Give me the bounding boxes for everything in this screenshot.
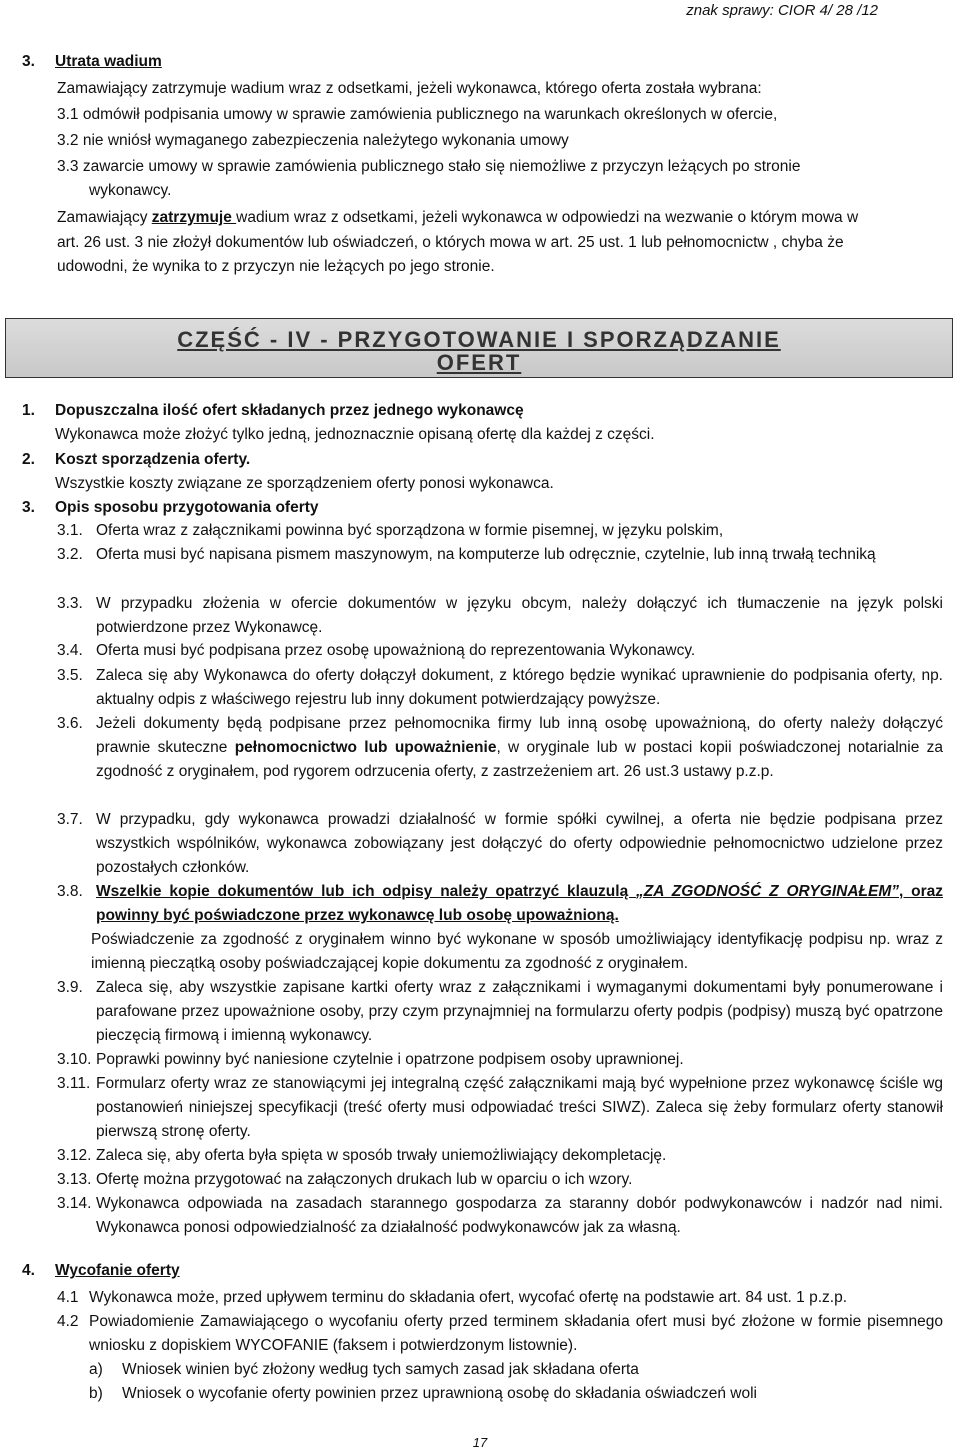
section-number: 3. <box>22 53 35 70</box>
text: wadium wraz z odsetkami, jeżeli wykonawca w odpowiedzi na wezwanie o którym mowa w <box>236 209 859 226</box>
emphasis: , oraz powinny być poświadczone przez wykonawcę lub osobę upoważnioną. <box>96 883 944 924</box>
list-text: Zaleca się, aby wszystkie zapisane kartki oferty wraz z załącznikami i wymaganymi dokumentami były ponumerowane i parafowane przez upoważnione osoby, przy czym przynajmniej na formularzu oferty podpis (podpisy) muszą być opatrzone pieczęcią firmową i imienną wykonawcy. <box>96 979 943 1044</box>
list-letter: b) <box>89 1385 103 1402</box>
list-item-continuation: wykonawcy. <box>89 182 172 199</box>
list-letter: a) <box>89 1361 103 1378</box>
section-title: Dopuszczalna ilość ofert składanych przez jednego wykonawcę <box>55 402 524 419</box>
list-number: 4.1 <box>57 1289 79 1306</box>
list-text: Wykonawca może, przed upływem terminu do składania ofert, wycofać ofertę na podstawie art. 84 ust. 1 p.z.p. <box>89 1289 848 1306</box>
list-text: Oferta wraz z załącznikami powinna być sporządzona w formie pisemnej, w języku polskim, <box>96 522 724 539</box>
section-number: 2. <box>22 451 35 468</box>
page-number: 17 <box>472 1435 488 1450</box>
list-text <box>96 880 943 928</box>
paragraph-line: udowodni, że wynika to z przyczyn nie leżących po jego stronie. <box>57 258 495 275</box>
list-number: 3.4. <box>57 642 83 659</box>
text: Jeżeli dokumenty będą podpisane przez pełnomocnika firmy lub inną osobę upoważnioną, do oferty należy dołączyć prawnie skuteczne <box>96 715 943 756</box>
list-number: 3.12. <box>57 1147 92 1164</box>
list-number: 3.5. <box>57 667 83 684</box>
list-text: Oferta musi być napisana pismem maszynowym, na komputerze lub odręcznie, czytelnie, lub inną trwałą techniką <box>96 546 876 563</box>
list-text: Oferta musi być podpisana przez osobę upoważnioną do reprezentowania Wykonawcy. <box>96 642 696 659</box>
paragraph-line: art. 26 ust. 3 nie złożył dokumentów lub oświadczeń, o których mowa w art. 25 ust. 1 lub pełnomocnictw , chyba że <box>57 234 844 251</box>
list-item: 3.2 nie wniósł wymaganego zabezpieczenia należytego wykonania umowy <box>57 132 569 149</box>
list-text: Poprawki powinny być naniesione czytelnie i opatrzone podpisem osoby uprawnionej. <box>96 1051 684 1068</box>
list-text <box>96 712 943 784</box>
section-number: 3. <box>22 499 35 516</box>
list-text: Zaleca się aby Wykonawca do oferty dołączył dokument, z którego będzie wynikać uprawnienie do podpisania oferty, np. aktualny odpis z właściwego rejestru lub inny dokument potwierdzający powyższe. <box>96 667 943 708</box>
list-number: 3.3. <box>57 595 83 612</box>
emphasis: pełnomocnictwo lub upoważnienie <box>234 739 497 756</box>
paragraph: Wykonawca może złożyć tylko jedną, jednoznacznie opisaną ofertę dla każdej z części. <box>55 426 655 443</box>
list-text: Wniosek winien być złożony według tych samych zasad jak składana oferta <box>122 1361 639 1378</box>
text: Zamawiający <box>57 209 152 226</box>
paragraph: Zamawiający zatrzymuje wadium wraz z odsetkami, jeżeli wykonawca, którego oferta została wybrana: <box>57 80 762 97</box>
list-number: 4.2 <box>57 1313 79 1330</box>
section-title: Utrata wadium <box>55 53 162 70</box>
list-text: Formularz oferty wraz ze stanowiącymi jej integralną część załącznikami mają być wypełnione przez wykonawcę ściśle wg postanowień niniejszej specyfikacji (treść oferty musi odpowiadać treści SIWZ). Zaleca się żeby formularz oferty stanowił pierwszą stronę oferty. <box>96 1075 943 1140</box>
list-number: 3.6. <box>57 715 83 732</box>
text: , w oryginale lub w postaci kopii poświadczonej notarialnie za zgodność z oryginałem, pod rygorem odrzucenia oferty, z zastrzeżeniem art. 26 ust.3 ustawy p.z.p. <box>96 739 944 780</box>
section-number: 4. <box>22 1262 35 1279</box>
list-number: 3.9. <box>57 979 83 996</box>
paragraph <box>57 209 858 227</box>
section-number: 1. <box>22 402 35 419</box>
list-number: 3.1. <box>57 522 83 539</box>
list-number: 3.8. <box>57 883 83 900</box>
emphasis: zatrzymuje <box>151 209 237 226</box>
list-text: Wykonawca odpowiada na zasadach starannego gospodarza za staranny dobór podwykonawców i nadzór nad nimi. Wykonawca ponosi odpowiedzialność za działalność podwykonawców jak za własną. <box>96 1195 943 1236</box>
part-heading-line: CZĘŚĆ - IV - PRZYGOTOWANIE I SPORZĄDZANIE <box>177 327 781 352</box>
list-number: 3.2. <box>57 546 83 563</box>
emphasis: Wszelkie kopie dokumentów lub ich odpisy należy opatrzyć klauzulą <box>96 883 637 900</box>
list-item: 3.1 odmówił podpisania umowy w sprawie zamówienia publicznego na warunkach określonych w ofercie, <box>57 106 778 123</box>
list-text: Ofertę można przygotować na załączonych drukach lub w oparciu o ich wzory. <box>96 1171 633 1188</box>
list-number: 3.13. <box>57 1171 92 1188</box>
list-number: 3.10. <box>57 1051 92 1068</box>
list-number: 3.14. <box>57 1195 92 1212</box>
list-number: 3.11. <box>57 1075 91 1092</box>
list-text: W przypadku, gdy wykonawca prowadzi działalność w formie spółki cywilnej, a oferta nie będzie podpisana przez wszystkich wspólników, wykonawca zobowiązany jest dołączyć do oferty odpowiednie pełnomocnictwo udzielone przez pozostałych członków. <box>96 811 943 876</box>
part-heading-line: OFERT <box>436 350 522 375</box>
section-title: Wycofanie oferty <box>55 1262 180 1279</box>
list-text: Zaleca się, aby oferta była spięta w sposób trwały uniemożliwiający dekompletację. <box>96 1147 667 1164</box>
paragraph: Poświadczenie za zgodność z oryginałem winno być wykonane w sposób umożliwiający identyfikację podpisu np. wraz z imienną pieczątką osoby poświadczającej kopie dokumentu za zgodność z oryginałem. <box>91 931 943 972</box>
emphasis: „ZA ZGODNOŚĆ Z ORYGINAŁEM” <box>636 883 899 900</box>
list-text: Wniosek o wycofanie oferty powinien przez uprawnioną osobę do składania oświadczeń woli <box>122 1385 757 1402</box>
list-item: 3.3 zawarcie umowy w sprawie zamówienia publicznego stało się niemożliwe z przyczyn leżących po stronie <box>57 158 801 175</box>
part-heading-banner <box>5 318 953 378</box>
list-number: 3.7. <box>57 811 83 828</box>
case-reference: znak sprawy: CIOR 4/ 28 /12 <box>686 2 878 19</box>
paragraph: Wszystkie koszty związane ze sporządzeniem oferty ponosi wykonawca. <box>55 475 554 492</box>
section-title: Opis sposobu przygotowania oferty <box>55 499 319 516</box>
list-text: Powiadomienie Zamawiającego o wycofaniu oferty przed terminem składania ofert musi być złożone w formie pisemnego wniosku z dopiskiem WYCOFANIE (faksem i potwierdzonym listownie). <box>89 1313 943 1354</box>
section-title: Koszt sporządzenia oferty. <box>55 451 251 468</box>
list-text: W przypadku złożenia w ofercie dokumentów w języku obcym, należy dołączyć ich tłumaczenie na język polski potwierdzone przez Wykonawcę. <box>96 595 943 636</box>
